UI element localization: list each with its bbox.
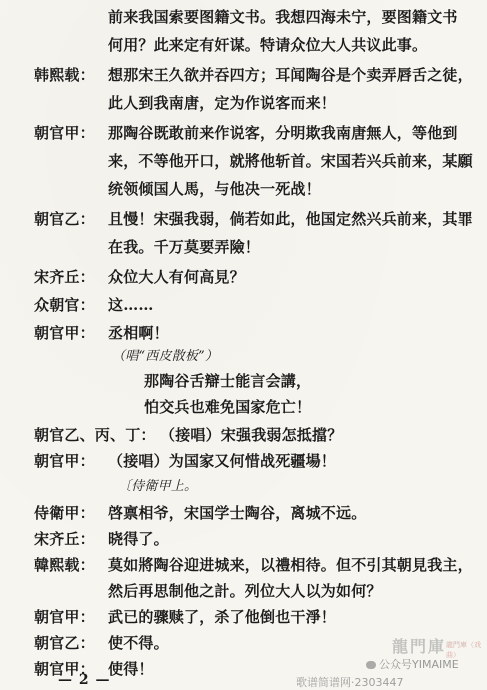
- sung-line: 怕交兵也难免国家危亡！: [144, 398, 312, 416]
- dialogue-text: 丞相啊！: [108, 324, 169, 342]
- dialogue-text: 莫如將陶谷迎进城来，以禮相待。但不引其朝見我主，: [108, 556, 473, 574]
- dialogue-text: 此人到我南唐，定为作说客而来！: [108, 94, 337, 112]
- wechat-icon: [366, 661, 376, 669]
- speaker-guard-a: 侍衛甲：: [34, 504, 95, 522]
- speaker-official-a: 朝官甲：: [34, 608, 95, 626]
- watermark-wechat: [366, 656, 459, 672]
- watermark-logo: 龍門庫: [392, 637, 447, 656]
- sung-line: 那陶谷舌辯士能言会講，: [144, 372, 312, 390]
- dialogue-text: 且慢！宋强我弱，倘若如此，他国定然兴兵前来，其罪: [108, 210, 473, 228]
- speaker-official-a: 朝官甲：: [34, 660, 95, 678]
- speaker-song-qiqiu: 宋齐丘：: [34, 268, 95, 286]
- dialogue-text: 使不得。: [108, 634, 169, 652]
- stage-direction: （唱“西皮散板”）: [112, 349, 219, 364]
- dialogue-text: 前来我国索要图籍文书。我想四海未宁，要图籍文书: [108, 8, 458, 26]
- speaker-official-a: 朝官甲：: [34, 124, 95, 142]
- dialogue-text: 众位大人有何高見？: [108, 268, 245, 286]
- speaker-all-officials: 众朝官：: [34, 296, 95, 314]
- dialogue-text: 想那宋王久欲并吞四方；耳闻陶谷是个卖弄唇舌之徒，: [108, 66, 473, 84]
- watermark-site: 歌谱简谱网·2303447: [296, 676, 404, 689]
- speaker-official-a: 朝官甲：: [34, 324, 95, 342]
- dialogue-text: 来，不等他开口，就將他斩首。宋国若兴兵前来，某願: [108, 152, 473, 170]
- dialogue-text: 晓得了。: [108, 530, 169, 548]
- stage-direction: 〔侍衛甲上。: [118, 479, 198, 494]
- speaker-official-b: 朝官乙：: [34, 634, 95, 652]
- dialogue-text: 何用？此来定有奸谋。特请众位大人共议此事。: [108, 36, 428, 54]
- dialogue-text: 武已的骤赎了，杀了他倒也干淨！: [108, 608, 337, 626]
- speaker-han-xizai: 韓熙载：: [34, 556, 95, 574]
- speaker-han-xizai: 韩熙载：: [34, 66, 95, 84]
- dialogue-text: （接唱）宋强我弱怎抵擋？: [160, 426, 343, 444]
- dialogue-text: 统领倾国人馬，与他决一死战！: [108, 180, 321, 198]
- watermark-wechat-text: 公众号YIMAIME: [379, 658, 459, 671]
- dialogue-text: 啓禀相爷，宋国学士陶谷，离城不远。: [108, 504, 367, 522]
- dialogue-text: （接唱）为国家又何惜战死疆場！: [108, 452, 337, 470]
- dialogue-text: 那陶谷既敢前来作说客，分明欺我南唐無人，等他到: [108, 124, 458, 142]
- speaker-song-qiqiu: 宋齐丘：: [34, 530, 95, 548]
- speaker-officials-bcd: 朝官乙、丙、丁：: [34, 426, 156, 444]
- dialogue-text: 这……: [108, 296, 154, 314]
- speaker-official-a: 朝官甲：: [34, 452, 95, 470]
- page-number: — 2 —: [58, 672, 111, 688]
- dialogue-text: 使得！: [108, 660, 154, 678]
- speaker-official-b: 朝官乙：: [34, 210, 95, 228]
- dialogue-text: 在我。千万莫要弄險！: [108, 238, 261, 256]
- watermark-small-text: 龍門庫（戏曲）: [446, 641, 481, 659]
- dialogue-text: 然后再思制他之計。列位大人以为如何？: [108, 582, 382, 600]
